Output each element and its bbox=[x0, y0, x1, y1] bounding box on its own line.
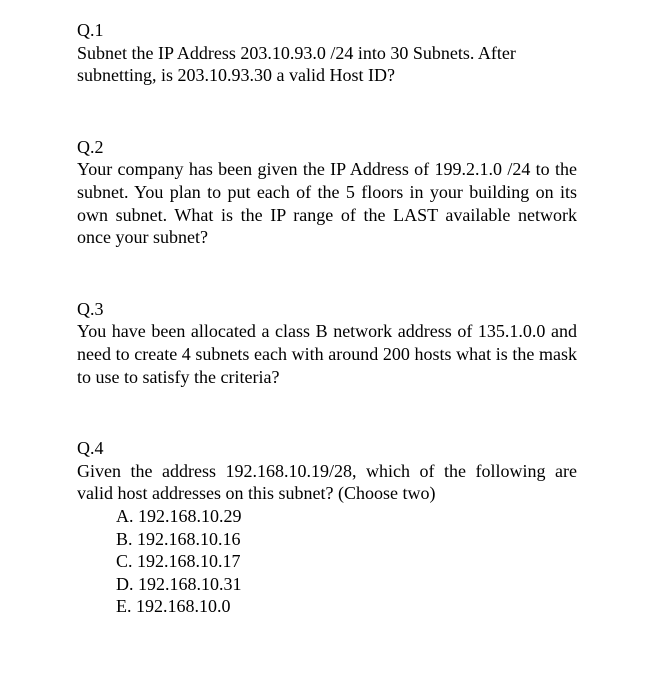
question-1-text: Subnet the IP Address 203.10.93.0 /24 into 30 Subnets. After subnetting, is 203.10.93.30 a valid Host ID? bbox=[77, 42, 516, 86]
option-d: D. 192.168.10.31 bbox=[116, 573, 242, 594]
question-4 bbox=[77, 437, 577, 618]
question-1-label: Q.1 bbox=[77, 20, 104, 40]
question-3-text: You have been allocated a class B network address of 135.1.0.0 and need to create 4 subnets each with around 200 hosts what is the mask to use to satisfy the criteria? bbox=[77, 321, 577, 387]
question-3 bbox=[77, 298, 577, 388]
question-2-text: Your company has been given the IP Address of 199.2.1.0 /24 to the subnet. You plan to put each of the 5 floors in your building on its own subnet. What is the IP range of the LAST available network once your subnet? bbox=[77, 159, 577, 248]
question-sheet bbox=[77, 19, 577, 618]
question-4-label: Q.4 bbox=[77, 438, 104, 459]
option-b: B. 192.168.10.16 bbox=[116, 528, 241, 549]
question-2 bbox=[77, 136, 577, 249]
question-1 bbox=[77, 19, 577, 87]
question-4-options bbox=[77, 505, 577, 618]
option-e: E. 192.168.10.0 bbox=[116, 596, 231, 617]
option-c: C. 192.168.10.17 bbox=[116, 551, 241, 572]
question-2-label: Q.2 bbox=[77, 136, 104, 157]
option-a: A. 192.168.10.29 bbox=[116, 505, 242, 526]
question-3-label: Q.3 bbox=[77, 298, 104, 319]
question-4-text: Given the address 192.168.10.19/28, which of the following are valid host addresses on this subnet? (Choose two) bbox=[77, 460, 577, 504]
